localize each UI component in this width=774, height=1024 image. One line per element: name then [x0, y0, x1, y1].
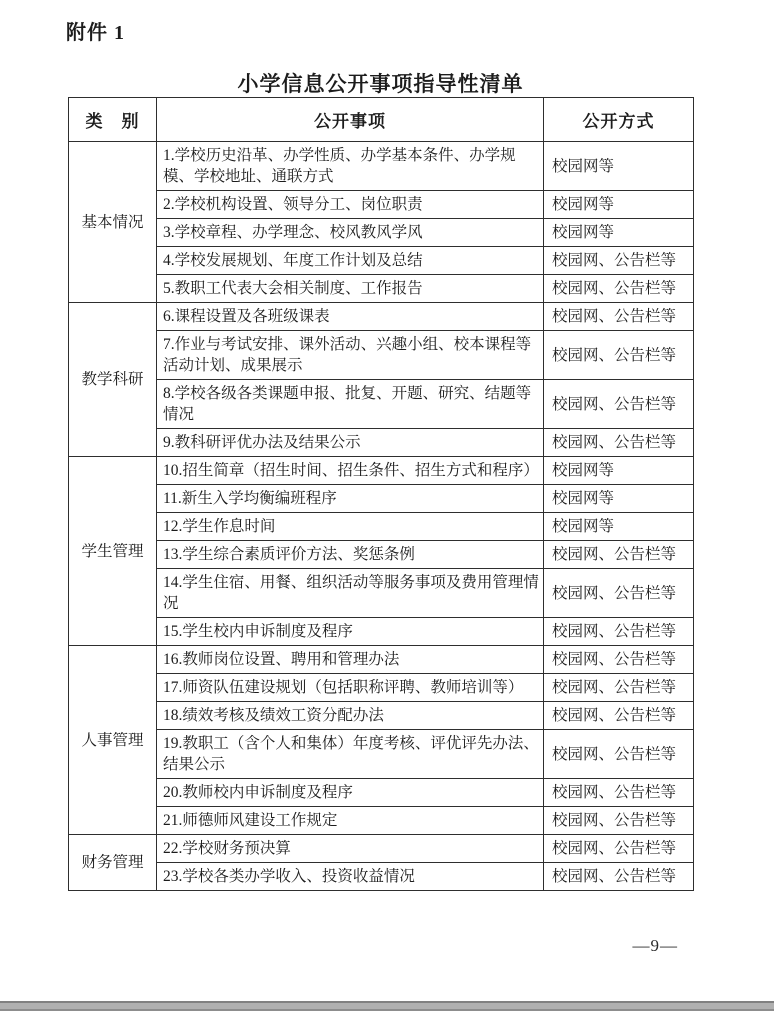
item-cell: 18.绩效考核及绩效工资分配办法 [157, 702, 544, 730]
item-cell: 3.学校章程、办学理念、校风教风学风 [157, 219, 544, 247]
header-method: 公开方式 [544, 98, 694, 142]
method-cell: 校园网、公告栏等 [544, 569, 694, 618]
item-cell: 10.招生简章（招生时间、招生条件、招生方式和程序） [157, 457, 544, 485]
item-cell: 16.教师岗位设置、聘用和管理办法 [157, 646, 544, 674]
method-cell: 校园网等 [544, 142, 694, 191]
category-cell-basic-info: 基本情况 [69, 142, 157, 303]
item-cell: 2.学校机构设置、领导分工、岗位职责 [157, 191, 544, 219]
table-row [69, 541, 694, 569]
attachment-label: 附件 1 [66, 22, 125, 44]
method-cell: 校园网等 [544, 457, 694, 485]
category-cell-student-management: 学生管理 [69, 457, 157, 646]
table-row [69, 779, 694, 807]
table-header-row [69, 98, 694, 142]
method-cell: 校园网、公告栏等 [544, 863, 694, 891]
item-cell: 14.学生住宿、用餐、组织活动等服务事项及费用管理情况 [157, 569, 544, 618]
table-row [69, 569, 694, 618]
table-row [69, 303, 694, 331]
page-title: 小学信息公开事项指导性清单 [237, 72, 524, 96]
item-cell: 23.学校各类办学收入、投资收益情况 [157, 863, 544, 891]
item-cell: 15.学生校内申诉制度及程序 [157, 618, 544, 646]
header-item: 公开事项 [157, 98, 544, 142]
item-cell: 22.学校财务预决算 [157, 835, 544, 863]
table-row [69, 513, 694, 541]
category-cell-personnel-management: 人事管理 [69, 646, 157, 835]
header-category: 类 别 [69, 98, 157, 142]
table-row [69, 219, 694, 247]
item-cell: 13.学生综合素质评价方法、奖惩条例 [157, 541, 544, 569]
table-row [69, 457, 694, 485]
method-cell: 校园网、公告栏等 [544, 646, 694, 674]
item-cell: 21.师德师风建设工作规定 [157, 807, 544, 835]
table-row [69, 835, 694, 863]
item-cell: 20.教师校内申诉制度及程序 [157, 779, 544, 807]
method-cell: 校园网、公告栏等 [544, 541, 694, 569]
table-row [69, 863, 694, 891]
table-row [69, 618, 694, 646]
table-row [69, 275, 694, 303]
method-cell: 校园网、公告栏等 [544, 807, 694, 835]
item-cell: 6.课程设置及各班级课表 [157, 303, 544, 331]
item-cell: 4.学校发展规划、年度工作计划及总结 [157, 247, 544, 275]
method-cell: 校园网、公告栏等 [544, 247, 694, 275]
method-cell: 校园网、公告栏等 [544, 331, 694, 380]
item-cell: 8.学校各级各类课题申报、批复、开题、研究、结题等情况 [157, 380, 544, 429]
category-cell-financial-management: 财务管理 [69, 835, 157, 891]
item-cell: 11.新生入学均衡编班程序 [157, 485, 544, 513]
table-row [69, 730, 694, 779]
table-row [69, 807, 694, 835]
table-row [69, 331, 694, 380]
table-row [69, 247, 694, 275]
method-cell: 校园网、公告栏等 [544, 275, 694, 303]
table-row [69, 429, 694, 457]
item-cell: 17.师资队伍建设规划（包括职称评聘、教师培训等） [157, 674, 544, 702]
method-cell: 校园网、公告栏等 [544, 730, 694, 779]
page-separator [0, 1001, 774, 1011]
table-row [69, 485, 694, 513]
method-cell: 校园网、公告栏等 [544, 429, 694, 457]
method-cell: 校园网等 [544, 191, 694, 219]
item-cell: 19.教职工（含个人和集体）年度考核、评优评先办法、结果公示 [157, 730, 544, 779]
category-cell-teaching-research: 教学科研 [69, 303, 157, 457]
page-number: —9— [632, 936, 678, 955]
item-cell: 7.作业与考试安排、课外活动、兴趣小组、校本课程等活动计划、成果展示 [157, 331, 544, 380]
method-cell: 校园网、公告栏等 [544, 674, 694, 702]
method-cell: 校园网等 [544, 219, 694, 247]
table-row [69, 380, 694, 429]
item-cell: 12.学生作息时间 [157, 513, 544, 541]
table-row [69, 142, 694, 191]
disclosure-table [68, 97, 694, 891]
table-row [69, 702, 694, 730]
method-cell: 校园网、公告栏等 [544, 303, 694, 331]
method-cell: 校园网、公告栏等 [544, 835, 694, 863]
table-row [69, 191, 694, 219]
method-cell: 校园网、公告栏等 [544, 702, 694, 730]
method-cell: 校园网、公告栏等 [544, 380, 694, 429]
item-cell: 1.学校历史沿革、办学性质、办学基本条件、办学规模、学校地址、通联方式 [157, 142, 544, 191]
method-cell: 校园网等 [544, 513, 694, 541]
table-row [69, 646, 694, 674]
method-cell: 校园网等 [544, 485, 694, 513]
method-cell: 校园网、公告栏等 [544, 779, 694, 807]
method-cell: 校园网、公告栏等 [544, 618, 694, 646]
item-cell: 9.教科研评优办法及结果公示 [157, 429, 544, 457]
table-row [69, 674, 694, 702]
item-cell: 5.教职工代表大会相关制度、工作报告 [157, 275, 544, 303]
